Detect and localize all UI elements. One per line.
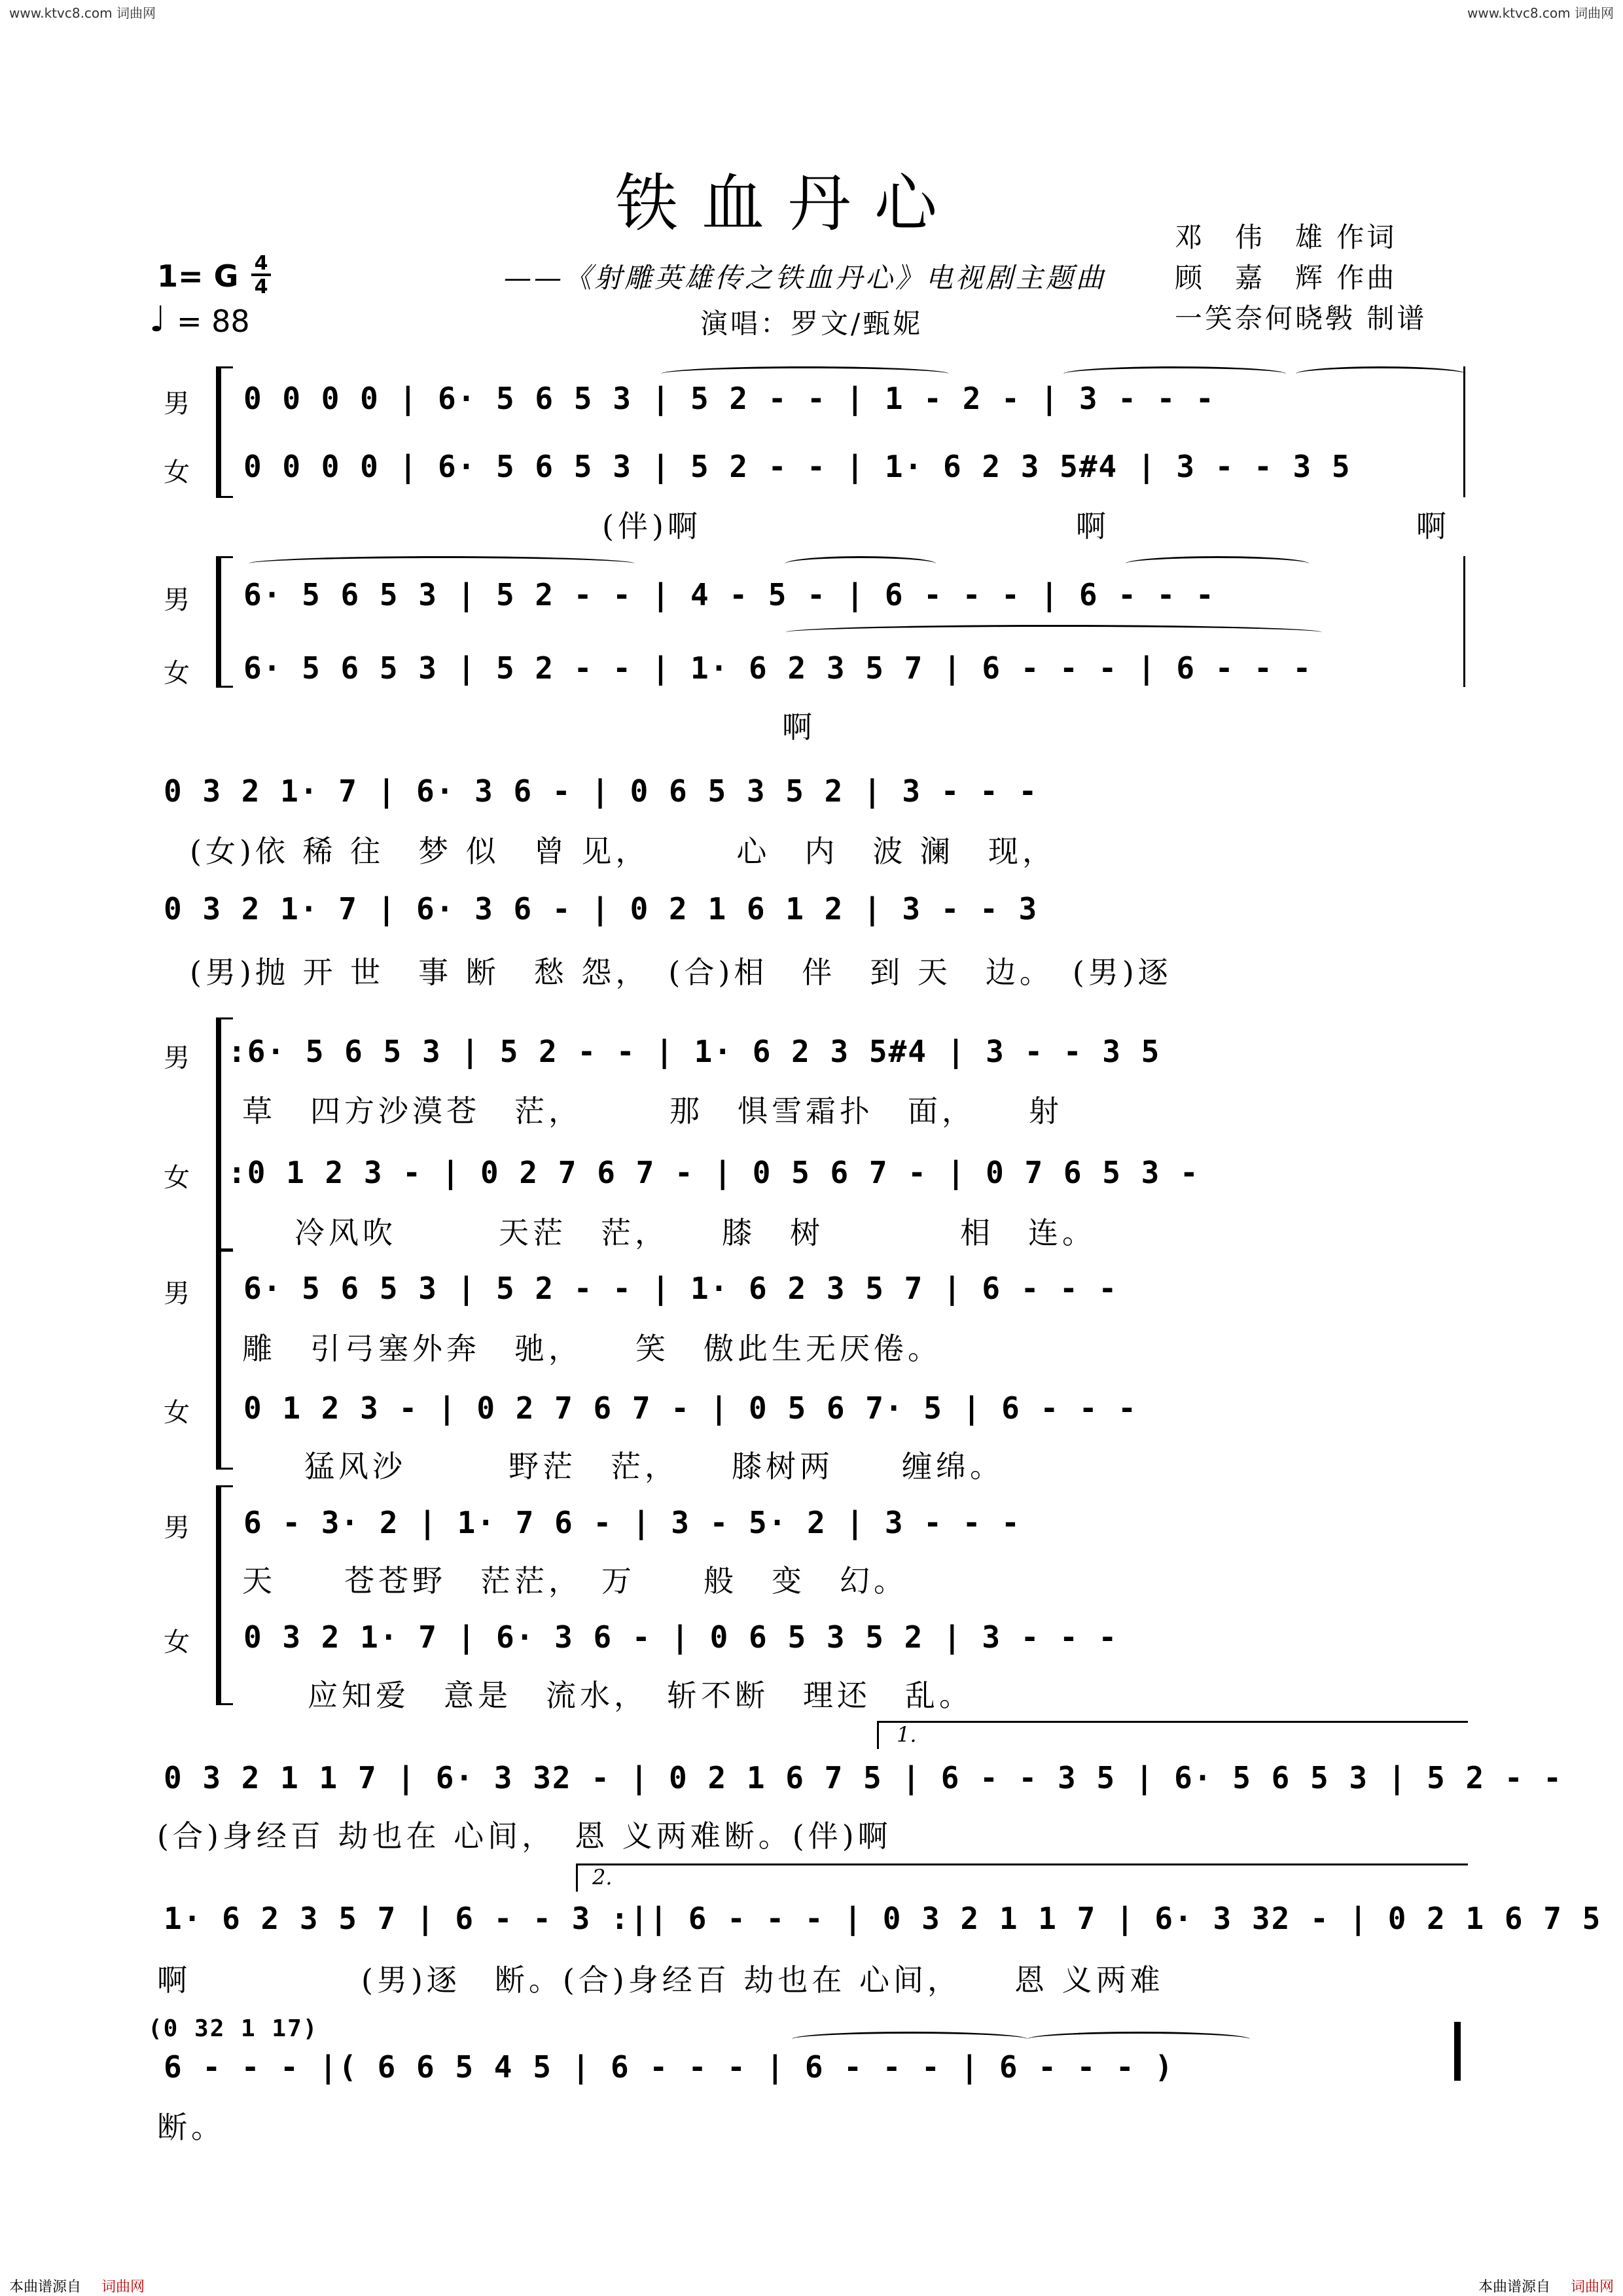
transcriber-credit: 一笑奈何晓斅 制谱 [1175,302,1427,334]
voice-label-female: 女 [164,1398,190,1428]
lyrics: (女)依 稀 往 梦 似 曾 见， 心 内 波 澜 现， [190,834,1057,869]
notes-male: 6 - 3· 2 | 1· 7 6 - | 3 - 5· 2 | 3 - - - [243,1505,1021,1540]
system-bracket [216,556,233,688]
voice-label-male: 男 [164,585,190,615]
lyrics: 断。 [157,2110,225,2145]
notes-line: 1· 6 2 3 5 7 | 6 - - 3 :|| 6 - - - | 0 3 2 1 1 7 | 6· 3 32 - | 0 2 1 6 7 5 [164,1901,1602,1936]
lyrics-male: 雕 引弓塞外奔 驰， 笑 傲此生无厌倦。 [242,1331,942,1366]
footer-source-text: 本曲谱源自 [1478,2279,1550,2295]
tempo: = 88 [177,304,250,339]
notes-male: 6· 5 6 5 3 | 5 2 - - | 4 - 5 - | 6 - - - | 6 - - - [243,577,1215,612]
footer-site-link[interactable]: 词曲网 [1570,2279,1614,2295]
lyrics: (合)身经百 劫也在 心间， 恩 义两难断。(伴)啊 [157,1818,892,1854]
voice-label-male: 男 [164,1279,190,1309]
slur [792,2032,1027,2047]
footer-right [1478,2276,1614,2296]
lyrics-female: 冷风吹 天茫 茫， 膝 树 相 连。 [294,1215,1096,1250]
notes-female: :0 1 2 3 - | 0 2 7 6 7 - | 0 5 6 7 - | 0 7 6 5 3 - [228,1155,1200,1190]
notes-male: 6· 5 6 5 3 | 5 2 - - | 1· 6 2 3 5 7 | 6 - - - [243,1271,1118,1306]
notes-male: :6· 5 6 5 3 | 5 2 - - | 1· 6 2 3 5#4 | 3 - - 3 5 [228,1034,1161,1069]
voice-label-female: 女 [164,1163,190,1193]
key-signature: 1= G [157,258,239,294]
notes-female: 0 3 2 1· 7 | 6· 3 6 - | 0 6 5 3 5 2 | 3 - - - [243,1619,1118,1655]
lyrics-male: 草 四方沙漠苍 茫， 那 惧雪霜扑 面， 射 [242,1093,1063,1129]
barline [1463,556,1465,687]
notes-female: 0 1 2 3 - | 0 2 7 6 7 - | 0 5 6 7· 5 | 6 - - - [243,1390,1137,1426]
lyrics: (男)抛 开 世 事 断 愁 怨， (合)相 伴 到 天 边。 (男)逐 [190,955,1172,990]
alt-notes-parenthetical: (0 32 1 17) [148,2015,319,2042]
notes-female: 6· 5 6 5 3 | 5 2 - - | 1· 6 2 3 5 7 | 6 - - - | 6 - - - [243,650,1313,686]
slur [1027,2032,1250,2047]
voice-label-male: 男 [164,389,190,419]
quarter-note-icon: ♩ [149,298,166,340]
composer-credit: 顾 嘉 辉 作曲 [1175,262,1397,294]
voice-label-male: 男 [164,1513,190,1543]
site-url-left[interactable]: www.ktvc8.com 词曲网 [9,5,156,21]
voice-label-female: 女 [164,1627,190,1657]
lyrics: 啊 (男)逐 断。(合)身经百 劫也在 心间， 恩 义两难 [157,1962,1164,1998]
notes-line: 0 3 2 1· 7 | 6· 3 6 - | 0 6 5 3 5 2 | 3 - - - [164,773,1039,809]
lyrics: (伴)啊 啊 啊 [602,508,1450,544]
barline [1463,366,1465,497]
system-bracket [216,1485,233,1705]
notes-line: 0 3 2 1· 7 | 6· 3 6 - | 0 2 1 6 1 2 | 3 - - 3 [164,891,1039,927]
lyrics-female: 应知爱 意是 流水， 斩不断 理还 乱。 [308,1678,973,1713]
time-sig-top: 4 [251,254,271,276]
site-url-right[interactable]: www.ktvc8.com 词曲网 [1467,5,1614,21]
singers: 演唱：罗文/甄妮 [700,308,923,340]
notes-female: 0 0 0 0 | 6· 5 6 5 3 | 5 2 - - | 1· 6 2 3 5#4 | 3 - - 3 5 [243,449,1351,484]
notes-line: 0 3 2 1 1 7 | 6· 3 32 - | 0 2 1 6 7 5 | 6 - - 3 5 | 6· 5 6 5 3 | 5 2 - - [164,1760,1563,1795]
volta-1-label: 1. [897,1722,917,1747]
volta-2-label: 2. [592,1865,613,1890]
footer-source-text: 本曲谱源自 [9,2279,82,2295]
slur [1126,556,1309,571]
time-sig-bottom: 4 [254,275,268,298]
notes-line: 6 - - - |( 6 6 5 4 5 | 6 - - - | 6 - - - | 6 - - - ) [164,2049,1175,2085]
footer-left [9,2276,145,2296]
lyrics-male: 天 苍苍野 茫茫， 万 般 变 幻。 [242,1563,908,1598]
voice-label-male: 男 [164,1043,190,1073]
lyrics: 啊 [782,709,816,745]
slur [249,556,635,571]
notes-male: 0 0 0 0 | 6· 5 6 5 3 | 5 2 - - | 1 - 2 - | 3 - - - [243,381,1215,416]
voice-label-female: 女 [164,457,190,487]
voice-label-female: 女 [164,658,190,688]
slur [1296,366,1466,381]
system-bracket [216,1250,233,1470]
lyricist-credit: 邓 伟 雄 作词 [1175,221,1397,253]
slur [785,556,936,571]
subtitle: ——《射雕英雄传之铁血丹心》电视剧主题曲 [504,262,1107,294]
system-bracket [216,366,233,498]
volta-bracket [877,1721,1468,1749]
lyrics-female: 猛风沙 野茫 茫， 膝树两 缠绵。 [304,1449,1004,1484]
footer-site-link[interactable]: 词曲网 [101,2279,145,2295]
slur [1063,366,1286,381]
song-title: 铁血丹心 [615,167,961,240]
slur [661,366,949,381]
volta-bracket [576,1863,1468,1892]
final-barline [1454,2022,1461,2081]
slur [785,625,1322,640]
